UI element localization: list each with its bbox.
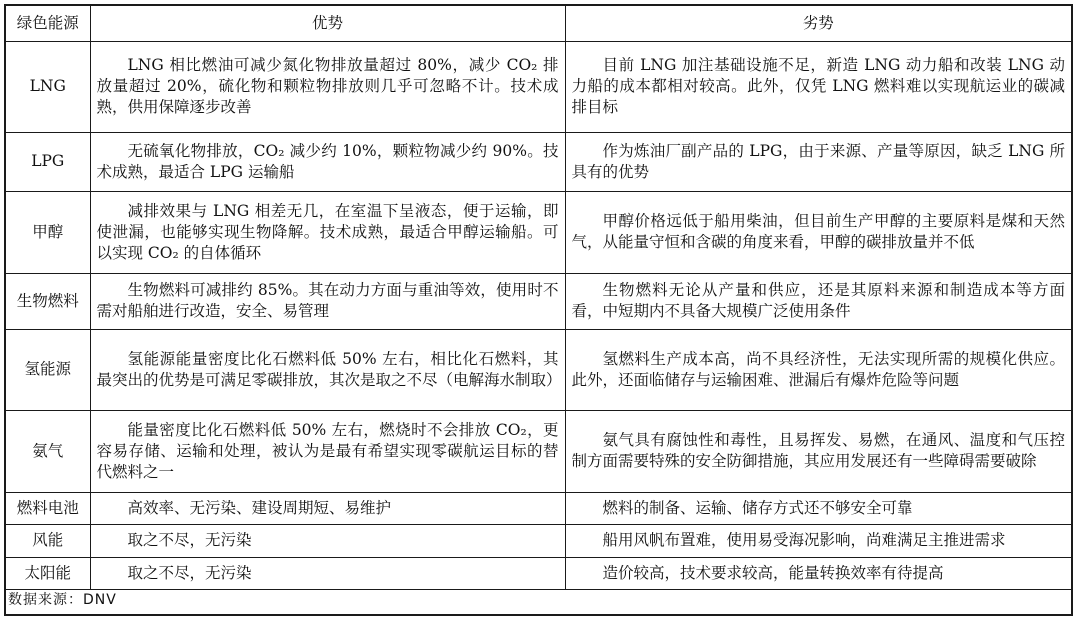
- advantage-cell: 取之不尽，无污染: [90, 557, 565, 589]
- table-row: [6, 273, 1071, 329]
- energy-name: 生物燃料: [6, 273, 90, 329]
- disadvantage-cell: 目前 LNG 加注基础设施不足，新造 LNG 动力船和改装 LNG 动力船的成本都相对较高。此外，仅凭 LNG 燃料难以实现航运业的碳减排目标: [565, 41, 1071, 132]
- table-row: [6, 191, 1071, 273]
- advantage-cell: 能量密度比化石燃料低 50% 左右，燃烧时不会排放 CO₂，更容易存储、运输和处理，被认为是最有希望实现零碳航运目标的替代燃料之一: [90, 410, 565, 492]
- disadvantage-cell: 燃料的制备、运输、储存方式还不够安全可靠: [565, 492, 1071, 524]
- table-frame: [4, 4, 1073, 616]
- disadvantage-cell: 氢燃料生产成本高，尚不具经济性，无法实现所需的规模化供应。此外，还面临储存与运输困难、泄漏后有爆炸危险等问题: [565, 329, 1071, 410]
- advantage-cell: LNG 相比燃油可减少氮化物排放量超过 80%，减少 CO₂ 排放量超过 20%，硫化物和颗粒物排放则几乎可忽略不计。技术成熟，供用保障逐步改善: [90, 41, 565, 132]
- energy-name: LPG: [6, 132, 90, 191]
- table-row: [6, 410, 1071, 492]
- energy-name: 氨气: [6, 410, 90, 492]
- energy-name: 甲醇: [6, 191, 90, 273]
- advantage-cell: 生物燃料可减排约 85%。其在动力方面与重油等效，使用时不需对船舶进行改造，安全、易管理: [90, 273, 565, 329]
- disadvantage-cell: 造价较高，技术要求较高，能量转换效率有待提高: [565, 557, 1071, 589]
- green-energy-table: [6, 6, 1071, 590]
- energy-name: 氢能源: [6, 329, 90, 410]
- disadvantage-cell: 船用风帆布置难，使用易受海况影响，尚难满足主推进需求: [565, 524, 1071, 557]
- disadvantage-cell: 甲醇价格远低于船用柴油，但目前生产甲醇的主要原料是煤和天然气，从能量守恒和含碳的角度来看，甲醇的碳排放量并不低: [565, 191, 1071, 273]
- header-disadvantage: 劣势: [565, 6, 1071, 41]
- energy-name: LNG: [6, 41, 90, 132]
- header-energy: 绿色能源: [6, 6, 90, 41]
- energy-name: 风能: [6, 524, 90, 557]
- advantage-cell: 取之不尽，无污染: [90, 524, 565, 557]
- table-row: [6, 492, 1071, 524]
- disadvantage-cell: 氨气具有腐蚀性和毒性，且易挥发、易燃，在通风、温度和气压控制方面需要特殊的安全防御措施，其应用发展还有一些障碍需要破除: [565, 410, 1071, 492]
- table-row: [6, 41, 1071, 132]
- source-note: 数据来源：DNV: [8, 592, 117, 608]
- header-row: [6, 6, 1071, 41]
- table-row: [6, 524, 1071, 557]
- advantage-cell: 高效率、无污染、建设周期短、易维护: [90, 492, 565, 524]
- energy-name: 燃料电池: [6, 492, 90, 524]
- header-advantage: 优势: [90, 6, 565, 41]
- table-row: [6, 557, 1071, 589]
- disadvantage-cell: 生物燃料无论从产量和供应，还是其原料来源和制造成本等方面看，中短期内不具备大规模广泛使用条件: [565, 273, 1071, 329]
- advantage-cell: 氢能源能量密度比化石燃料低 50% 左右，相比化石燃料，其最突出的优势是可满足零碳排放，其次是取之不尽（电解海水制取）: [90, 329, 565, 410]
- table-row: [6, 329, 1071, 410]
- energy-name: 太阳能: [6, 557, 90, 589]
- advantage-cell: 无硫氧化物排放，CO₂ 减少约 10%，颗粒物减少约 90%。技术成熟，最适合 LPG 运输船: [90, 132, 565, 191]
- disadvantage-cell: 作为炼油厂副产品的 LPG，由于来源、产量等原因，缺乏 LNG 所具有的优势: [565, 132, 1071, 191]
- advantage-cell: 减排效果与 LNG 相差无几，在室温下呈液态，便于运输，即使泄漏，也能够实现生物降解。技术成熟，最适合甲醇运输船。可以实现 CO₂ 的自体循环: [90, 191, 565, 273]
- table-row: [6, 132, 1071, 191]
